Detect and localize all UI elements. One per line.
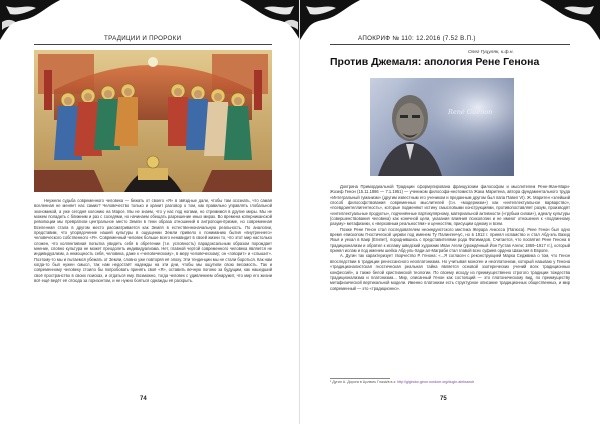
corner-ornament-icon: [540, 0, 600, 40]
corner-ornament-icon: [0, 0, 60, 40]
footnote-divider: [330, 378, 390, 379]
author-portrait-photo: [370, 78, 514, 176]
left-body-text: [34, 198, 272, 284]
article-title: Против Джемаля: апология Рене Генона: [330, 56, 540, 68]
footnote: [330, 380, 474, 384]
article-author: Олег Гуцуляк, к.ф.н.: [468, 50, 514, 55]
page-number: 74: [140, 396, 147, 402]
header-divider: [330, 44, 570, 45]
footnote-link[interactable]: http://gigindor-geon.nordom.org/dugin-aleksandr: [397, 380, 474, 384]
page-header: ТРАДИЦИИ И ПРОРОКИ: [104, 35, 182, 42]
right-body-text: [330, 184, 570, 291]
corner-ornament-icon: [300, 0, 360, 40]
left-body-paragraph: Неужели судьба современного человека — бежать от своего «Я» в звёздные дали, чтобы там осознать, что самая вселенная не меняет нас самих? Человечество только и хранит разговор о том, как правильно управлять глобальной экономикой, а уже сегодня колонию на Марсе. Мы не знаем, что у нас под ногами, но стремимся в другие миры. Мы не можем поладить с ближним и раз с соседями, но начинаем обещать разрешение иных мирах. Во времена коперниканской революции мы превратили центральное место Земли в тени образа отношений в антропоцентризме, но современная Вселенная стала в другом место рассматривается как Земля в естественноначальную реальность. По аналогии, представим, что упорядочение нашей культуры в ощущении Земли привело к пониманию бытия «внутреннего» человеческого собственного «Я». Современный человек больше всего ненавидит в своей жизни то, что этот мир настолько сложен, что коллективная попытка увидеть себя в обретении (т.е. условность) парадоксальным образом порождает мнение, словно культура не может преодолеть индивидуализма. Нет, главной чертой современного человека является не индивидуализм, а немощность себя, человека, даже к «человеческому», в меру человеческому; он «говорит» и «слышит». Поэтому-то мы и пытаемся убежать от Земли, словно уже повторяя её эпоху. Эти тенденции мы не стали бороться. Как нам когда-то был нужен смысл, так нам недостаёт надежды на эти дни, чтобы мы ощутили свою весомость. Так и современному человеку стоило бы попробовать принять своё «Я», оставить вечную погоню за будущим, как нашедший своё пространство в своих поисках, и отдаться ему. Возможно, тогда человек с удивлением обнаружит, что мир его жизни всё ещё ведёт её отсюда за горизонтом, и не нужно бояться однажды её раскрыть.: [34, 198, 272, 284]
footnote-label: ¹ Дугин А. Дорога в Цилюль Глаза/в в.з:: [330, 380, 397, 384]
photo-caption: René Guénon: [448, 108, 493, 116]
header-divider: [34, 44, 272, 45]
right-body-paragraph: Доктрина Примордиальной Традиции сформулирована французским философом и мыслителем Рене-Жан-Мари-Жозеф Генон (15.11.1886 — 7.1.1951) — учеником философа-неотомиста Жака Маритена, автора фундаментального труда «Интегральный гуманизм» (другим известным его учеником и преданным другом был папа Павел VI). Ж. Маритен «злейший способ философствования современных мыслителей (т.н. «модернизм») как «интеллектуальное варварство», «псевдоинтеллигентность», которые подменяют истину смысловыми конструкциями, противопоставляет разум, производят «интеллектуальные продукты», подчинённые партикулярному, материальной активности («грубым силам»), идеалу культуры (совершенствования человека) как конечной цели, указания влияния психологии и не имеют отношения к «подлинному разуму» метафизики, к «верховным реальностям» и ценностям, присущим одному и всем.: [330, 184, 570, 227]
page-number: 75: [440, 396, 447, 402]
corner-ornament-icon: [240, 0, 300, 40]
icon-painting-image: [34, 50, 272, 192]
page-header: АПОКРИФ № 110: 12.2016 (7.52 В.П.): [358, 35, 476, 42]
right-body-paragraph: Позже Рене Генон стал последователем неоиндуистского мистика Жерара Анкосса (Папюса). Рене Генон был одно время епископом Гностической церкви под именем Ту Палингенчус, но в 1912 г. принял исламство и стал Абд-эль Вахид Яхья и уехал в Каир (Египет), породнившись с представителями рода Фатимидов. Считается, что посвятил Рене Генона в традиционализм и обратил к исламу шведский художник Иван Агели (урождённый Йон Густав Агели; 1869–1917 гг.), который принял ислам и под именем шейха Абд-уль-Хади ал-Маграби стал главой всех суфиев ордена Шазилия в Европе.: [330, 226, 570, 254]
right-page: [300, 0, 600, 424]
right-body-paragraph: А. Дугин так характеризует творчество Р. Генона: «...Я согласен с реконструкцией Марка Седжвика о том, что Генон впоследствии в традиции ренессансного неоплатонизма. Но учитывая моноген и неоплатонизм, который называю у Генона «традиционалистская гностическая реальная тайна является основой эзотерических учений всех традиционных конфессий», а также белой христианской теологии. По своему исходу из преимущественно строгого традиции тождества традиционализма и платонизма... Мир, описанный Генон как состоящий — это платоническому вид, по преимуществу метафизической вертикальной модели. Именно платонизм есть структурное описание традиционных общественных, и мир современный — это «традиционно».: [330, 253, 570, 291]
